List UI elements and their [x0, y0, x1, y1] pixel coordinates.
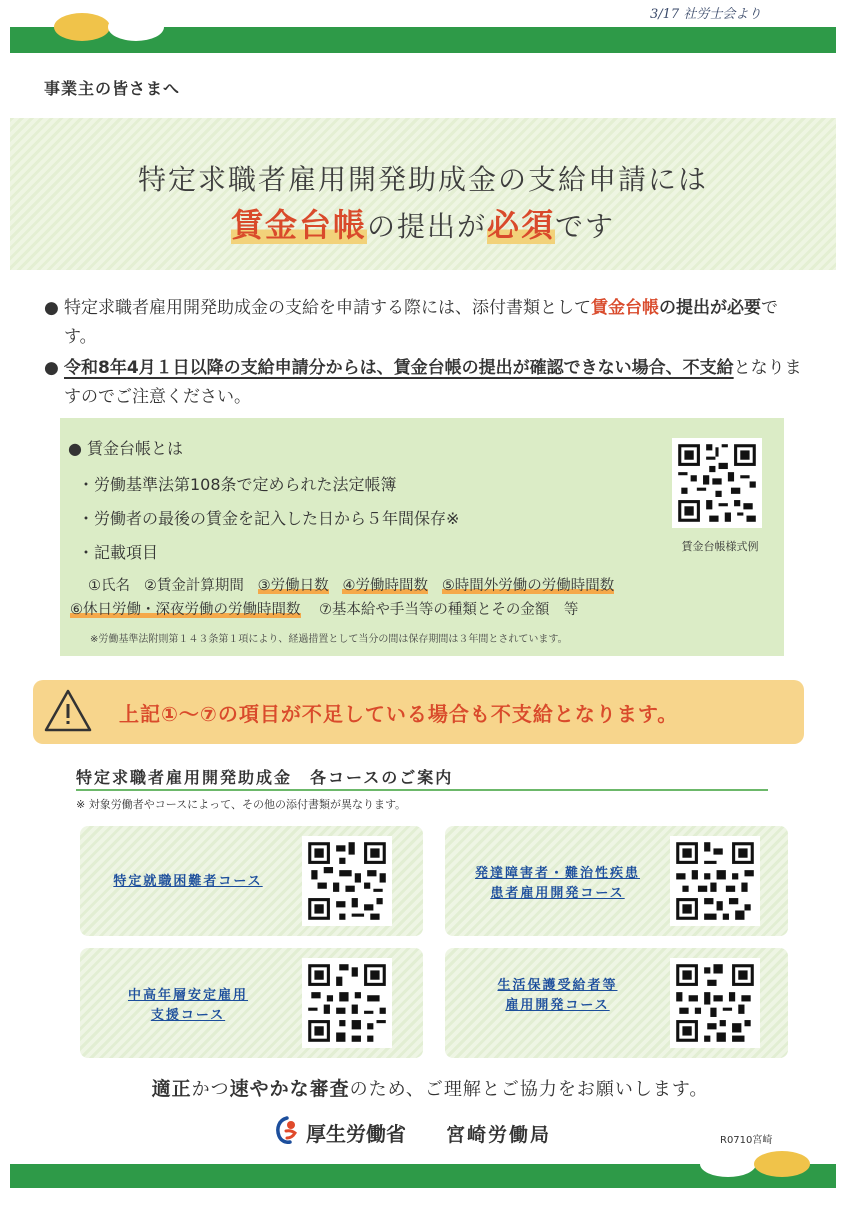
emphasis-required: の提出が必要: [659, 298, 761, 318]
bottom-green-bar: [10, 1164, 836, 1188]
hero-text: の提出が: [366, 210, 487, 243]
field-name: ①氏名: [88, 578, 130, 594]
addressee: 事業主の皆さまへ: [44, 79, 181, 98]
document-code: R0710宮崎: [720, 1135, 773, 1146]
course-qr-code[interactable]: [670, 958, 760, 1048]
closing-text: のため、ご理解とご協力をお願いします。: [349, 1079, 709, 1100]
hero-banner: [10, 118, 836, 270]
required-fields-row1: [88, 574, 614, 595]
course-qr-code[interactable]: [302, 836, 392, 926]
warning-triangle-icon: [43, 688, 93, 734]
bullet-submission-required: [44, 294, 804, 352]
ministry-logo-icon: [274, 1116, 300, 1144]
warning-text: 上記①～⑦の項目が不足している場合も不支給となります。: [119, 702, 679, 726]
bullet-non-payment-notice: [44, 354, 804, 412]
field-pay-period: ②賃金計算期間: [143, 578, 244, 594]
bullet-dot: ●: [44, 298, 59, 318]
yellow-bump-decoration: [754, 1151, 810, 1177]
course-card-employment-difficulty: [80, 826, 423, 936]
courses-heading: 特定求職者雇用開発助成金 各コースのご案内: [76, 768, 454, 787]
course-qr-code[interactable]: [670, 836, 760, 926]
wage-ledger-item: ・労働基準法第108条で定められた法定帳簿: [78, 475, 397, 494]
hero-title-line1: 特定求職者雇用開発助成金の支給申請には: [137, 163, 708, 196]
courses-divider: [76, 789, 768, 791]
qr-code-icon: [302, 836, 392, 926]
bullet-text: 令和8年4月１日以降の支給申請分からは、賃金台帳の提出が確認できない場合、不支給となりますのでご注意ください。: [64, 358, 802, 407]
labour-bureau-name: 宮崎労働局: [446, 1124, 552, 1146]
course-link[interactable]: 中高年層安定雇用 支援コース: [127, 988, 248, 1023]
qr-code-icon: [670, 836, 760, 926]
handwritten-note: 3/17 社労士会より: [650, 7, 762, 22]
wage-ledger-item: ・記載項目: [78, 543, 159, 562]
emphasis-wage-ledger: 賃金台帳: [591, 298, 659, 318]
course-link[interactable]: 特定就職困難者コース: [113, 874, 263, 889]
wage-ledger-item: ・労働者の最後の賃金を記入した日から５年間保存※: [78, 509, 460, 528]
qr-code-icon: [670, 958, 760, 1048]
yellow-bump-decoration: [54, 13, 110, 41]
wage-ledger-title: ● 賃金台帳とは: [68, 439, 184, 458]
underlined-notice: 令和8年4月１日以降の支給申請分からは、賃金台帳の提出が確認できない場合、不支給: [64, 358, 734, 378]
bullet-text: 特定求職者雇用開発助成金の支給を申請する際には、添付書類として賃金台帳の提出が必要です。: [64, 298, 778, 347]
course-card-developmental-disorder: [445, 826, 788, 936]
wage-ledger-info-box: [60, 418, 784, 656]
field-working-hours: ④労働時間数: [342, 578, 428, 594]
warning-banner: [33, 680, 804, 744]
field-working-days: ③労働日数: [257, 578, 329, 594]
top-green-bar: [10, 27, 836, 53]
wage-ledger-sample-qr-code[interactable]: [672, 438, 762, 528]
ministry-name: 厚生労働省: [306, 1122, 406, 1146]
field-pay-types-amounts: ⑦基本給や手当等の種類とその金額 等: [318, 602, 579, 618]
course-card-middle-aged-stable-employment: [80, 948, 423, 1058]
qr-code-icon: [672, 438, 762, 528]
course-link[interactable]: 発達障害者・難治性疾患 患者雇用開発コース: [474, 866, 640, 901]
closing-text: かつ: [191, 1079, 230, 1100]
qr-caption: 賃金台帳様式例: [681, 540, 759, 553]
hero-emphasis-required: 必須: [487, 206, 556, 244]
course-card-welfare-recipients: [445, 948, 788, 1058]
course-qr-code[interactable]: [302, 958, 392, 1048]
required-fields-row2: [70, 598, 578, 619]
courses-note: ※ 対象労働者やコースによって、その他の添付書類が異なります。: [76, 798, 407, 811]
course-link[interactable]: 生活保護受給者等 雇用開発コース: [497, 978, 618, 1013]
bullet-dot: ●: [44, 358, 59, 378]
closing-emphasis: 速やかな審査: [229, 1078, 350, 1100]
closing-emphasis: 適正: [151, 1078, 192, 1100]
field-holiday-night-hours: ⑥休日労働・深夜労働の労働時間数: [70, 602, 301, 618]
retention-footnote: ※労働基準法附則第１４３条第１項により、経過措置として当分の間は保存期間は３年間とされています。: [90, 634, 568, 645]
hero-emphasis-wage-ledger: 賃金台帳: [230, 206, 367, 244]
qr-code-icon: [302, 958, 392, 1048]
hero-text: です: [555, 210, 616, 243]
white-bump-decoration: [108, 13, 164, 41]
white-bump-decoration: [700, 1151, 756, 1177]
hero-title-line2: [10, 200, 836, 246]
field-overtime-hours: ⑤時間外労働の労働時間数: [441, 578, 615, 594]
closing-message: [0, 1074, 860, 1101]
